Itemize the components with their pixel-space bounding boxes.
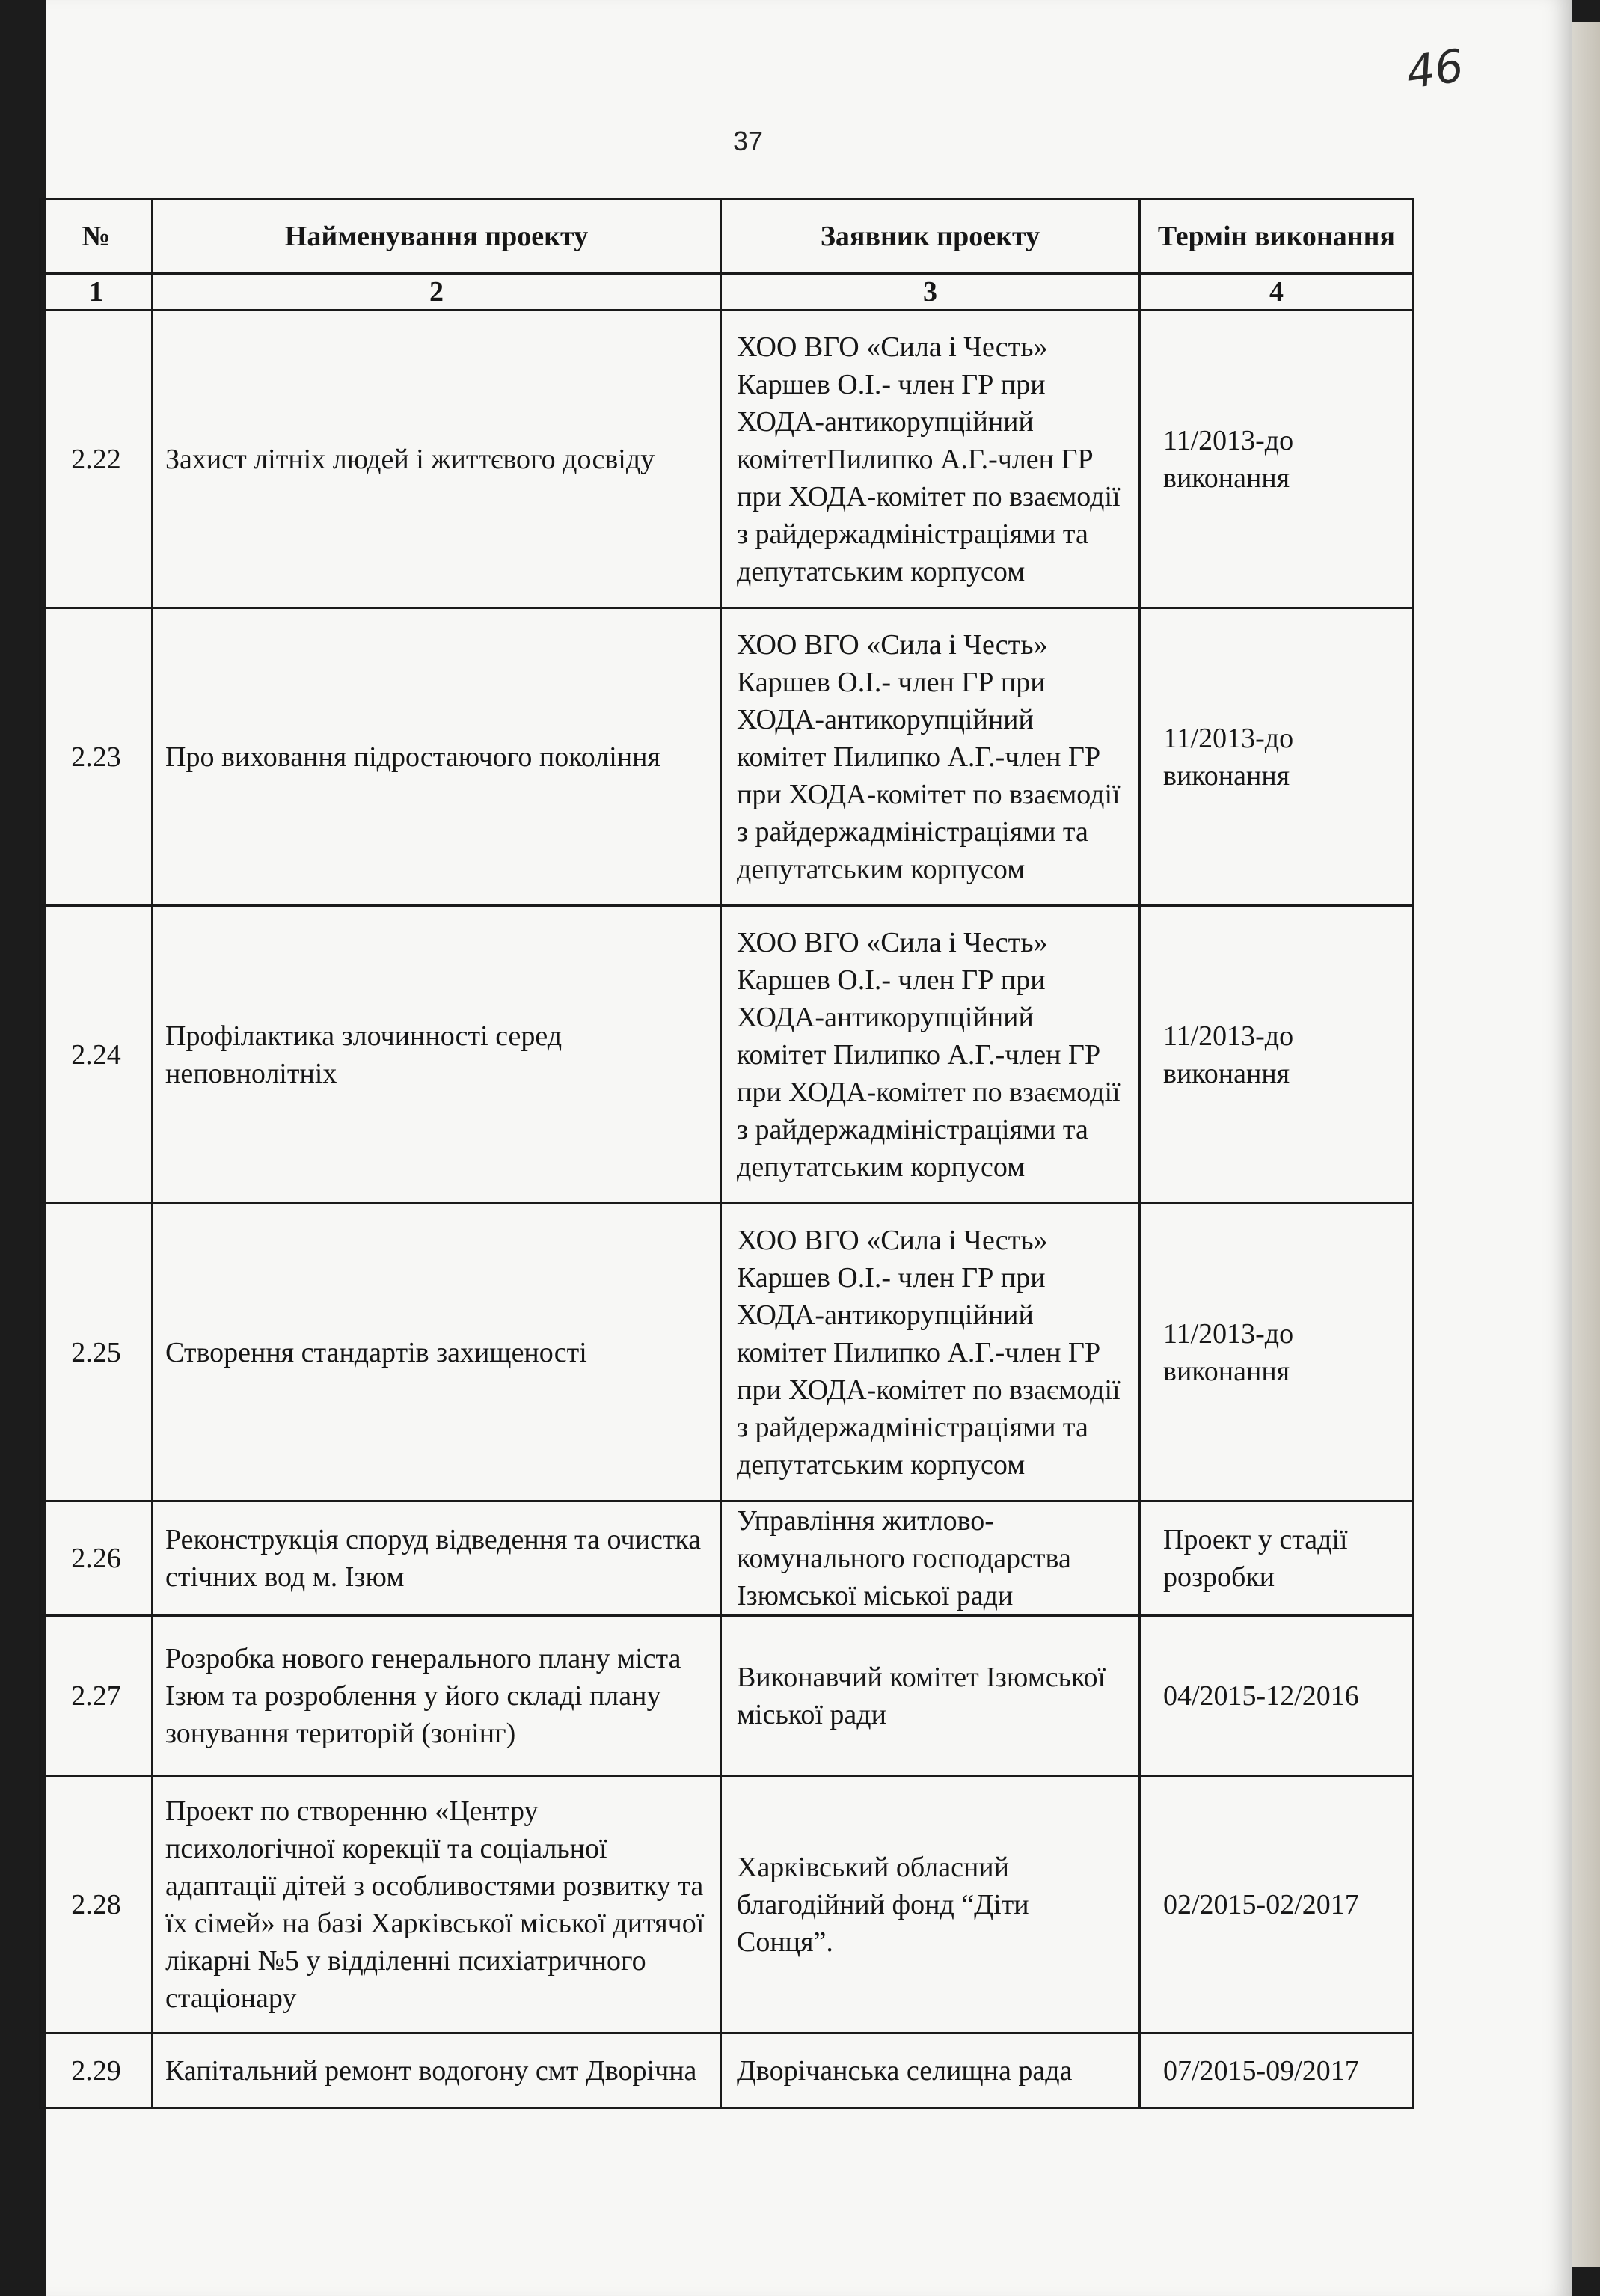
project-term: 07/2015-09/2017 bbox=[1140, 2033, 1414, 2108]
table-row bbox=[40, 1501, 1414, 1616]
table-header-row bbox=[40, 199, 1414, 274]
project-applicant: ХОО ВГО «Сила і Честь» Каршев О.І.- член ГР при ХОДА-антикорупційний комітет Пилипко А.Г.-член ГР при ХОДА-комітет по взаємодії з райдержадміністраціями та депутатським корпусом bbox=[721, 608, 1140, 906]
table-row bbox=[40, 1616, 1414, 1776]
project-name: Розробка нового генерального плану міста Ізюм та розроблення у його складі плану зонування територій (зонінг) bbox=[153, 1616, 721, 1776]
row-number: 2.24 bbox=[40, 906, 153, 1204]
row-number: 2.22 bbox=[40, 310, 153, 608]
row-number: 2.26 bbox=[40, 1501, 153, 1616]
project-name: Реконструкція споруд відведення та очистка стічних вод м. Ізюм bbox=[153, 1501, 721, 1616]
header-name: Найменування проекту bbox=[153, 199, 721, 274]
project-term: 11/2013-до виконання bbox=[1140, 608, 1414, 906]
table-row bbox=[40, 906, 1414, 1204]
project-applicant: ХОО ВГО «Сила і Честь» Каршев О.І.- член ГР при ХОДА-антикорупційний комітет Пилипко А.Г.-член ГР при ХОДА-комітет по взаємодії з райдержадміністраціями та депутатським корпусом bbox=[721, 906, 1140, 1204]
page-edge bbox=[1572, 22, 1600, 2267]
handwritten-page-mark: 46 bbox=[1403, 40, 1467, 100]
table-row bbox=[40, 2033, 1414, 2108]
project-term: 11/2013-до виконання bbox=[1140, 906, 1414, 1204]
column-index-row bbox=[40, 274, 1414, 310]
project-applicant: Дворічанська селищна рада bbox=[721, 2033, 1140, 2108]
project-term: 04/2015-12/2016 bbox=[1140, 1616, 1414, 1776]
project-name: Створення стандартів захищеності bbox=[153, 1204, 721, 1501]
table-row bbox=[40, 1204, 1414, 1501]
table-row bbox=[40, 1776, 1414, 2033]
project-name: Захист літніх людей і життєвого досвіду bbox=[153, 310, 721, 608]
column-index: 4 bbox=[1140, 274, 1414, 310]
column-index: 2 bbox=[153, 274, 721, 310]
project-applicant: Виконавчий комітет Ізюмської міської ради bbox=[721, 1616, 1140, 1776]
page-number: 37 bbox=[732, 126, 764, 156]
row-number: 2.29 bbox=[40, 2033, 153, 2108]
row-number: 2.25 bbox=[40, 1204, 153, 1501]
header-applicant: Заявник проекту bbox=[721, 199, 1140, 274]
project-term: 11/2013-до виконання bbox=[1140, 1204, 1414, 1501]
project-applicant: Харківський обласний благодійний фонд “Діти Сонця”. bbox=[721, 1776, 1140, 2033]
project-term: Проект у стадії розробки bbox=[1140, 1501, 1414, 1616]
project-applicant: ХОО ВГО «Сила і Честь» Каршев О.І.- член ГР при ХОДА-антикорупційний комітетПилипко А.Г.-член ГР при ХОДА-комітет по взаємодії з райдержадміністраціями та депутатським корпусом bbox=[721, 310, 1140, 608]
header-term: Термін виконання bbox=[1140, 199, 1414, 274]
projects-table bbox=[39, 198, 1414, 2109]
project-name: Проект по створенню «Центру психологічної корекції та соціальної адаптації дітей з особливостями розвитку та їх сімей» на базі Харківської міської дитячої лікарні №5 у відділенні психіатричного стаціонару bbox=[153, 1776, 721, 2033]
row-number: 2.23 bbox=[40, 608, 153, 906]
row-number: 2.28 bbox=[40, 1776, 153, 2033]
project-name: Профілактика злочинності серед неповнолітніх bbox=[153, 906, 721, 1204]
table-row bbox=[40, 608, 1414, 906]
header-num: № bbox=[40, 199, 153, 274]
project-name: Про виховання підростаючого покоління bbox=[153, 608, 721, 906]
project-term: 11/2013-до виконання bbox=[1140, 310, 1414, 608]
project-applicant: ХОО ВГО «Сила і Честь» Каршев О.І.- член ГР при ХОДА-антикорупційний комітет Пилипко А.Г.-член ГР при ХОДА-комітет по взаємодії з райдержадміністраціями та депутатським корпусом bbox=[721, 1204, 1140, 1501]
column-index: 1 bbox=[40, 274, 153, 310]
column-index: 3 bbox=[721, 274, 1140, 310]
table-row bbox=[40, 310, 1414, 608]
project-name: Капітальний ремонт водогону смт Дворічна bbox=[153, 2033, 721, 2108]
project-term: 02/2015-02/2017 bbox=[1140, 1776, 1414, 2033]
row-number: 2.27 bbox=[40, 1616, 153, 1776]
project-applicant: Управління житлово-комунального господарства Ізюмської міської ради bbox=[721, 1501, 1140, 1616]
